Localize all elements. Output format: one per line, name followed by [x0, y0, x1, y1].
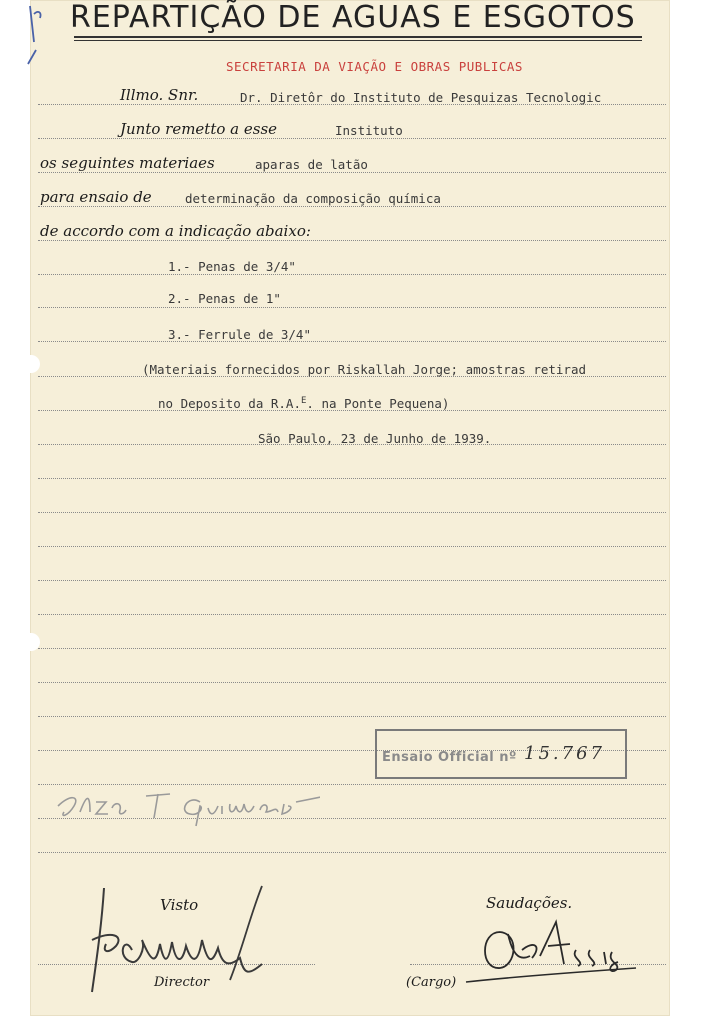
- stamp-number: 15.767: [524, 743, 605, 764]
- accord-label: de accordo com a indicação abaixo:: [40, 222, 311, 240]
- header-title: REPARTIÇÃO DE AGUAS E ESGOTOS: [70, 0, 636, 35]
- stamp-label: Ensaio Official nº: [382, 750, 517, 765]
- header-rule: [74, 36, 642, 38]
- saudacoes-label: Saudações.: [486, 894, 573, 912]
- ruled-line: [38, 240, 666, 241]
- department-name: SECRETARIA DA VIAÇÃO E OBRAS PUBLICAS: [226, 59, 523, 74]
- purpose-field: determinação da composição química: [185, 191, 441, 206]
- date-line: São Paulo, 23 de Junho de 1939.: [258, 431, 492, 446]
- ruled-line: [38, 341, 666, 342]
- note-superscript: E: [301, 396, 307, 406]
- ruled-line: [38, 206, 666, 207]
- ruled-line: [38, 716, 666, 717]
- list-item: 2.- Penas de 1": [168, 291, 281, 306]
- punch-hole: [30, 355, 40, 373]
- ruled-line: [38, 172, 666, 173]
- note-line-2-prefix: no Deposito da R.A.: [158, 396, 301, 412]
- purpose-label: para ensaio de: [40, 188, 152, 206]
- ruled-line: [38, 138, 666, 139]
- addressee-field: Dr. Diretôr do Instituto de Pesquizas Tecnologic: [240, 90, 602, 105]
- list-item: 1.- Penas de 3/4": [168, 259, 296, 274]
- margin-signature: [50, 782, 320, 840]
- remit-label: Junto remetto a esse: [120, 120, 278, 138]
- ruled-line: [38, 682, 666, 683]
- ruled-line: [38, 648, 666, 649]
- note-line-2-suffix: . na Ponte Pequena): [306, 396, 450, 412]
- ruled-line: [38, 274, 666, 275]
- margin-pencil-mark: [24, 2, 50, 72]
- document-page: [30, 0, 670, 1016]
- institute-field: Instituto: [335, 123, 403, 138]
- note-line-2: [158, 396, 449, 411]
- header-rule: [74, 40, 642, 41]
- ruled-line: [38, 852, 666, 853]
- ruled-line: [38, 307, 666, 308]
- materials-label: os seguintes materiaes: [40, 154, 215, 172]
- ruled-line: [38, 580, 666, 581]
- salutation-label: Illmo. Snr.: [120, 86, 199, 104]
- materials-field: aparas de latão: [255, 157, 368, 172]
- director-signature: [72, 880, 272, 1005]
- ruled-line: [38, 478, 666, 479]
- note-line-1: (Materiais fornecidos por Riskallah Jorge; amostras retirad: [142, 362, 587, 377]
- cargo-label: (Cargo): [406, 975, 457, 990]
- ruled-line: [38, 614, 666, 615]
- director-label: Director: [154, 975, 210, 990]
- ruled-line: [38, 512, 666, 513]
- right-signature: [460, 912, 640, 990]
- list-item: 3.- Ferrule de 3/4": [168, 327, 311, 342]
- ruled-line: [38, 546, 666, 547]
- visto-label: Visto: [160, 896, 199, 914]
